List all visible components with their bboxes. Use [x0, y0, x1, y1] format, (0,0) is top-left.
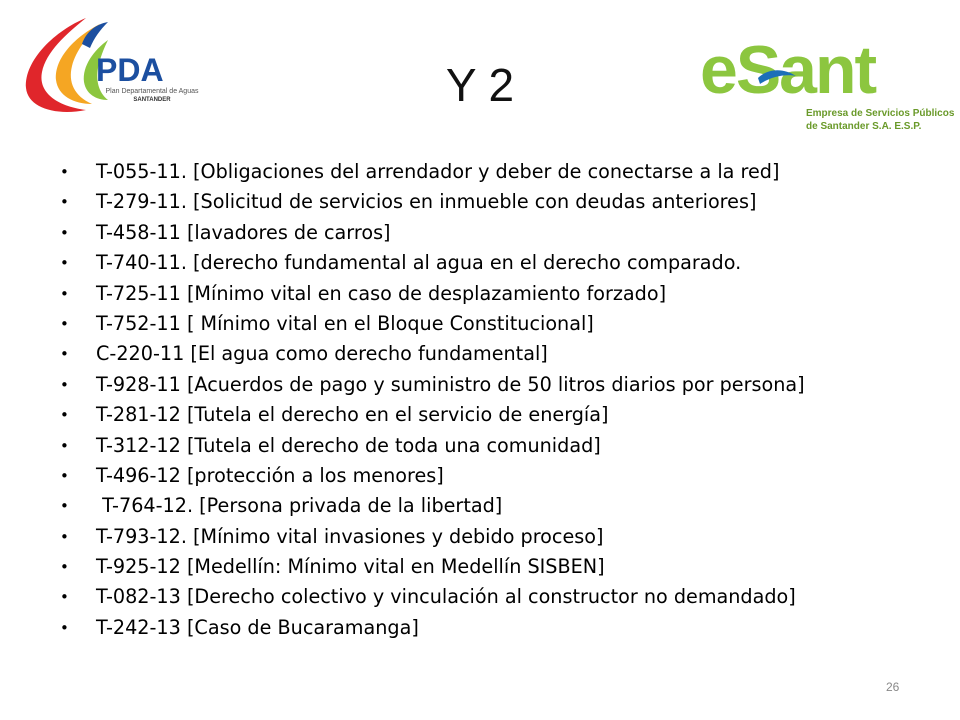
bullet-icon: • — [60, 193, 69, 212]
bullet-icon: • — [60, 527, 69, 546]
list-item-text: T-242-13 [Caso de Bucaramanga] — [96, 615, 419, 639]
bullet-icon: • — [60, 497, 69, 516]
list-item-text: T-725-11 [Mínimo vital en caso de desplazamiento forzado] — [96, 281, 667, 305]
list-item — [60, 491, 940, 521]
list-item — [60, 400, 940, 430]
bullet-icon: • — [60, 163, 69, 181]
page-number: 26 — [886, 680, 900, 694]
list-item-text: C-220-11 [El agua como derecho fundamental] — [96, 342, 548, 366]
bullet-icon: • — [60, 558, 69, 577]
esant-logo-line2: de Santander S.A. E.S.P. — [806, 121, 922, 132]
list-item-text: T-312-12 [Tutela el derecho de toda una comunidad] — [96, 433, 601, 457]
bullet-icon: • — [60, 254, 69, 273]
slide-title: Y 2 — [445, 59, 515, 111]
list-item — [60, 309, 940, 339]
list-item-text: T-279-11. [Solicitud de servicios en inmueble con deudas anteriores] — [96, 190, 757, 214]
esant-logo-line1: Empresa de Servicios Públicos — [806, 108, 955, 119]
esant-logo-name: eSant — [700, 32, 876, 108]
list-item — [60, 613, 940, 643]
list-item-text: T-281-12 [Tutela el derecho en el servicio de energía] — [96, 403, 609, 427]
list-item-text: T-458-11 [lavadores de carros] — [96, 220, 391, 244]
bullet-icon: • — [60, 618, 69, 637]
list-item — [60, 187, 940, 217]
list-item-text: T-082-13 [Derecho colectivo y vinculación al constructor no demandado] — [96, 585, 796, 609]
list-item — [60, 339, 940, 369]
list-item — [60, 370, 940, 400]
bullet-icon: • — [60, 314, 69, 333]
list-item — [60, 248, 940, 278]
list-item — [60, 218, 940, 248]
pda-logo-department: SANTANDER — [133, 97, 171, 103]
bullet-icon: • — [60, 406, 69, 425]
bullet-icon: • — [60, 223, 69, 242]
bullet-icon: • — [60, 436, 69, 455]
bullet-icon: • — [60, 284, 69, 303]
esant-wave-icon — [748, 44, 808, 104]
list-item-text: T-496-12 [protección a los menores] — [96, 463, 444, 487]
bullet-icon: • — [60, 588, 69, 607]
list-item — [60, 582, 940, 612]
list-item-text: T-740-11. [derecho fundamental al agua en el derecho comparado. — [96, 251, 742, 275]
list-item — [60, 552, 940, 582]
list-item — [60, 157, 940, 187]
pda-logo-name: PDA — [96, 52, 164, 88]
list-item — [60, 522, 940, 552]
bullet-icon: • — [60, 375, 69, 394]
list-item-text: T-764-12. [Persona privada de la libertad] — [96, 494, 503, 518]
bullet-icon: • — [60, 466, 69, 485]
list-item-text: T-928-11 [Acuerdos de pago y suministro de 50 litros diarios por persona] — [96, 372, 805, 396]
list-item-text: T-793-12. [Mínimo vital invasiones y debido proceso] — [96, 524, 604, 548]
list-item — [60, 279, 940, 309]
list-item — [60, 461, 940, 491]
ruling-list — [60, 157, 940, 643]
bullet-icon: • — [60, 345, 69, 364]
list-item-text: T-055-11. [Obligaciones del arrendador y deber de conectarse a la red] — [96, 160, 780, 183]
list-item-text: T-925-12 [Medellín: Mínimo vital en Medellín SISBEN] — [96, 555, 605, 579]
pda-logo-subtitle: Plan Departamental de Aguas — [105, 88, 199, 95]
list-item — [60, 431, 940, 461]
list-item-text: T-752-11 [ Mínimo vital en el Bloque Constitucional] — [96, 311, 594, 335]
